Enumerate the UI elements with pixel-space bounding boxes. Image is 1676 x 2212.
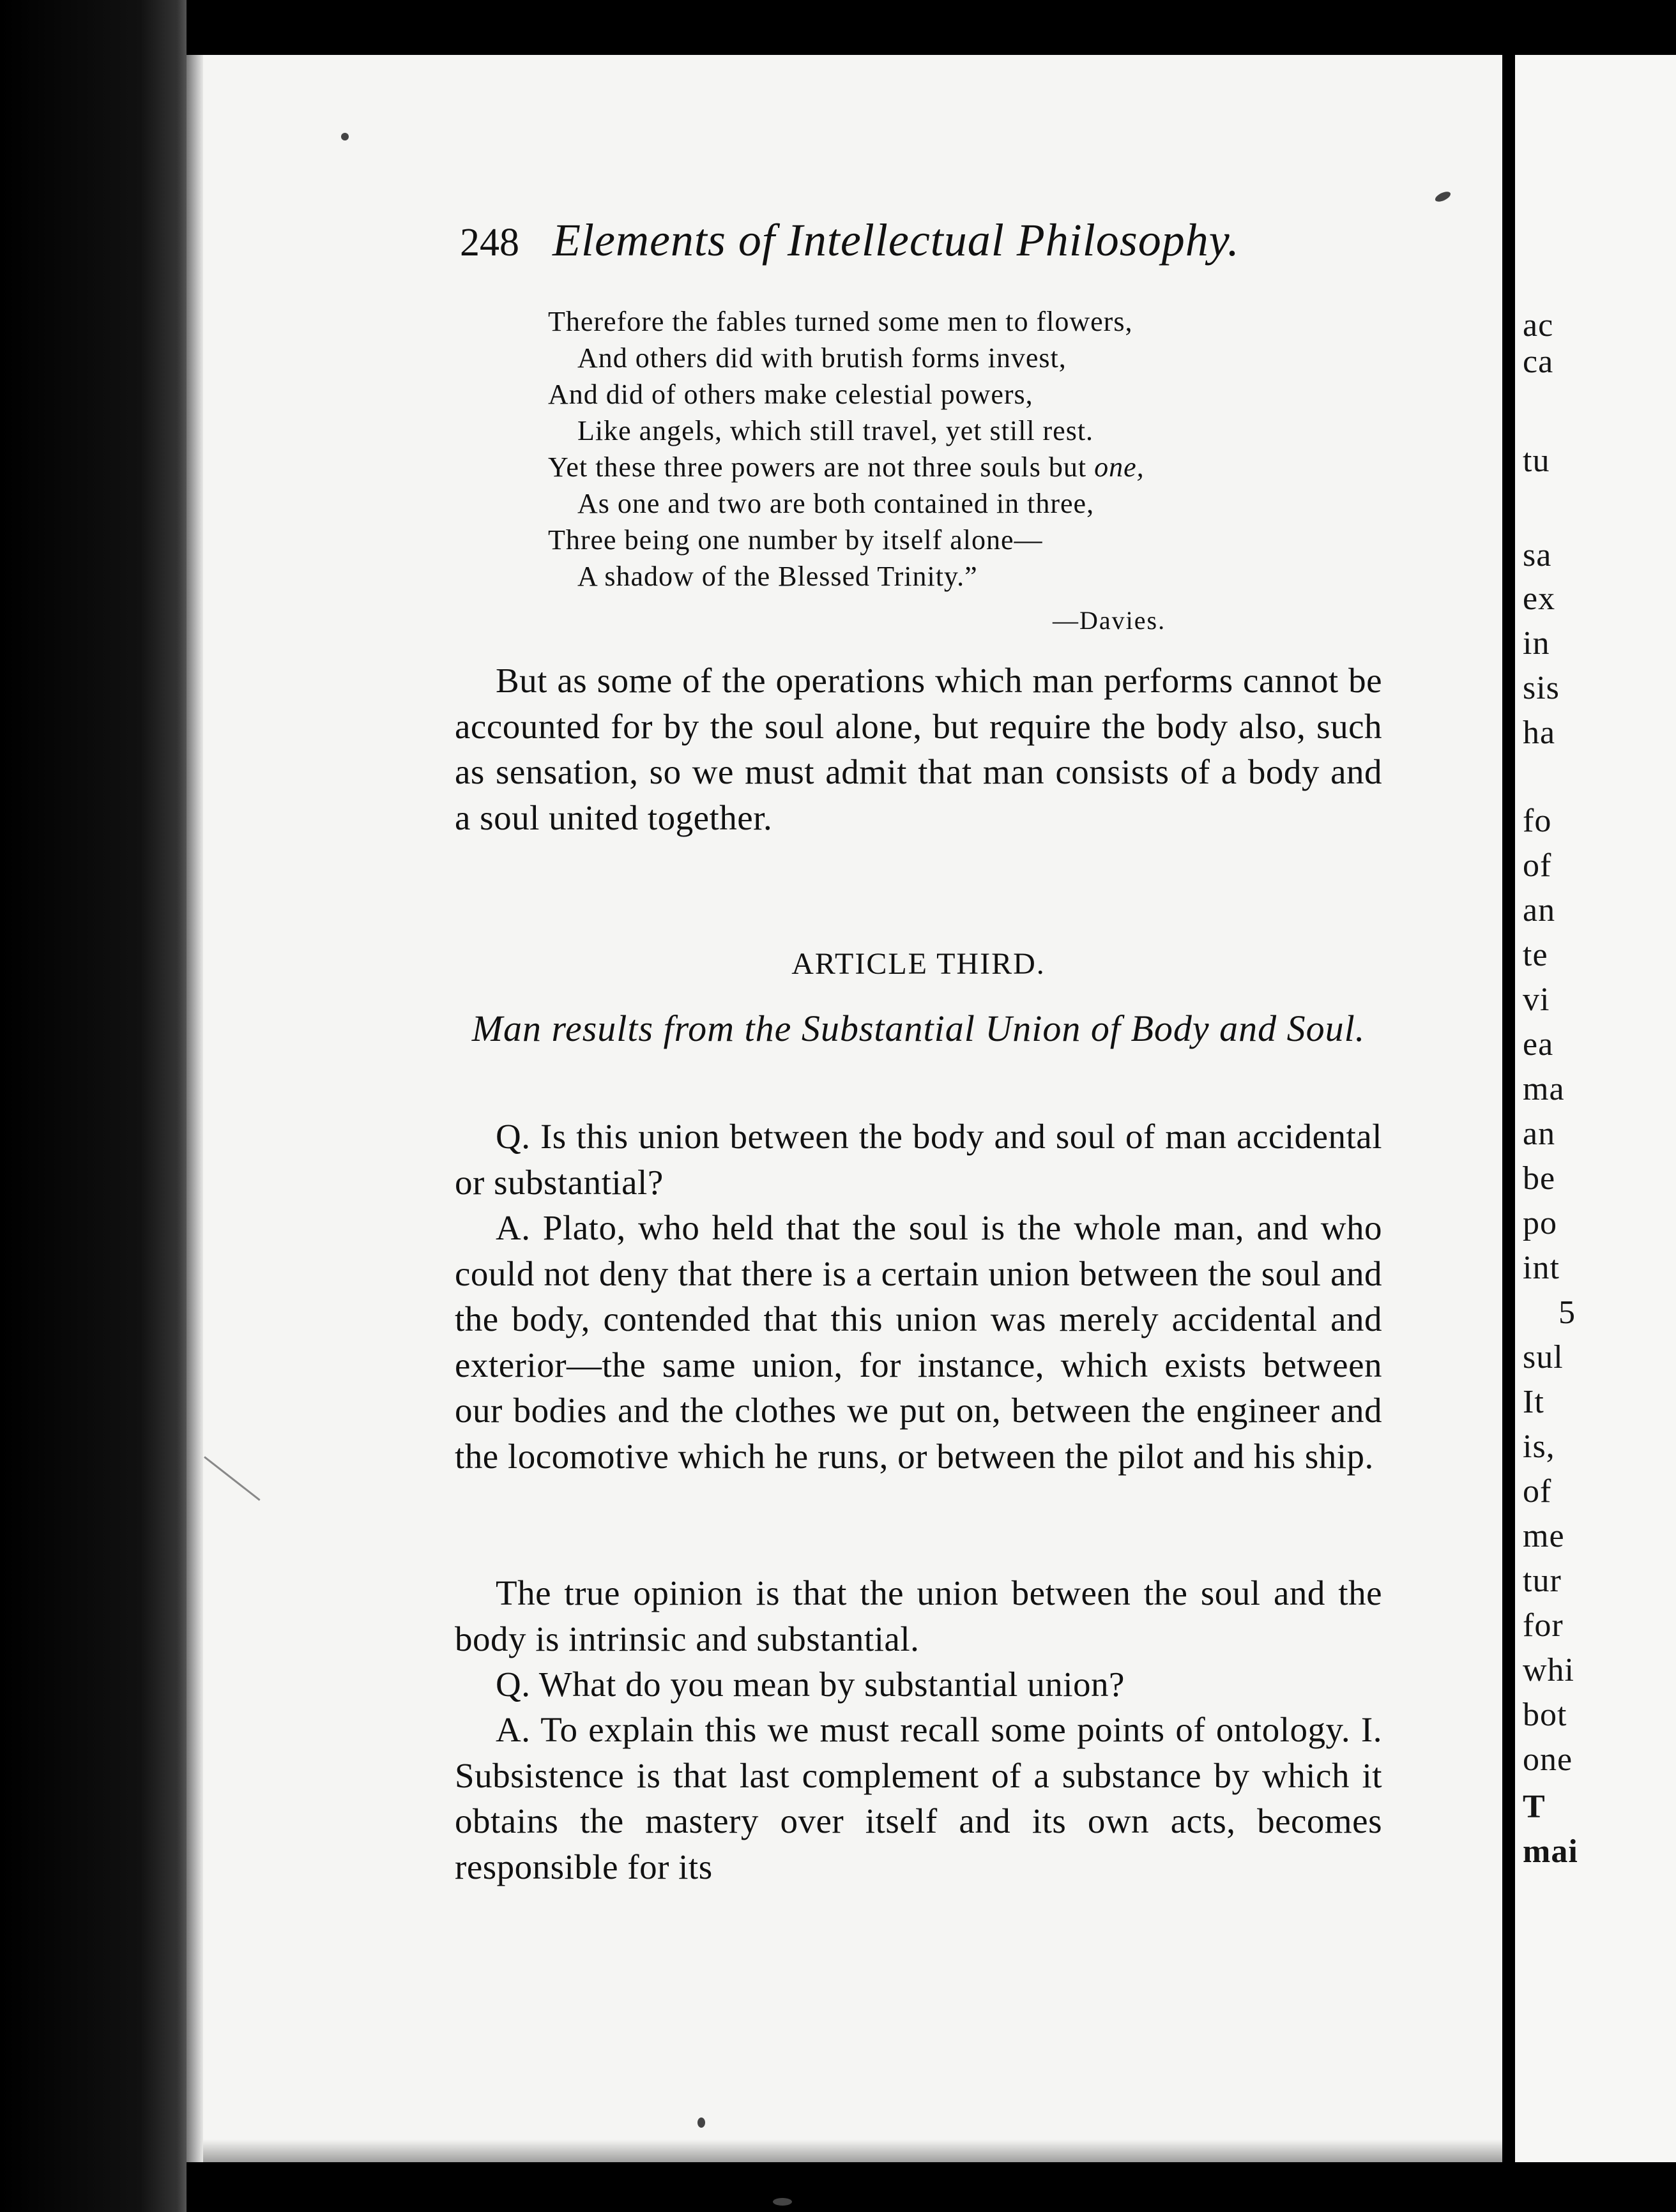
article-heading: ARTICLE THIRD. [791,947,1046,981]
question-paragraph [455,1662,1382,1708]
ink-speck [697,2117,705,2128]
adjacent-line: in [1523,625,1550,662]
paragraph-text: But as some of the operations which man performs cannot be accounted for by the soul alone, but require the body also, such as sensation, so we must admit that man consists of a body and a soul united together. [455,661,1382,837]
adjacent-line: sul [1523,1339,1564,1375]
adjacent-line: bot [1523,1697,1567,1733]
adjacent-line: tur [1523,1563,1562,1599]
ink-speck [341,133,349,140]
poem-quotation [548,303,1257,595]
poem-line: Three being one number by itself alone— [548,524,1043,556]
adjacent-line: It [1523,1384,1544,1420]
question-text: Q. What do you mean by substantial union? [496,1665,1125,1704]
adjacent-line: whi [1523,1652,1574,1688]
body-paragraph [455,658,1382,840]
question-text: Q. Is this union between the body and soul of man accidental or substantial? [455,1117,1382,1202]
poem-line: A shadow of the Blessed Trinity.” [577,561,978,592]
adjacent-line: is, [1523,1428,1555,1465]
adjacent-line: an [1523,892,1556,928]
adjacent-line: ma [1523,1071,1565,1107]
adjacent-line: sa [1523,537,1552,573]
adjacent-line: sis [1523,670,1560,706]
page-number: 248 [460,221,519,264]
adjacent-line: one [1523,1741,1573,1778]
adjacent-page-fragment [1515,55,1676,2162]
answer-text: A. To explain this we must recall some points of ontology. I. Subsistence is that last complement of a substance by which it obtains the mastery over itself and its own acts, becomes responsible for its [455,1710,1382,1886]
poem-line: Like angels, which still travel, yet still rest. [577,415,1094,446]
book-gutter-shadow [0,0,187,2212]
question-paragraph [455,1114,1382,1205]
answer-paragraph [455,1707,1382,1890]
poem-line: As one and two are both contained in three, [577,488,1095,519]
adjacent-line: po [1523,1205,1557,1241]
poem-line: And others did with brutish forms invest, [577,342,1067,374]
adjacent-line: me [1523,1518,1565,1554]
page-bottom-shadow [203,2139,1502,2162]
poem-line: Therefore the fables turned some men to flowers, [548,306,1133,337]
adjacent-line: tu [1523,443,1550,479]
adjacent-line: ex [1523,580,1556,617]
adjacent-line: 5 [1558,1294,1576,1331]
adjacent-line: ca [1523,344,1554,380]
paragraph-text: The true opinion is that the union between the soul and the body is intrinsic and substantial. [455,1573,1382,1658]
poem-attribution: —Davies. [1053,606,1166,635]
adjacent-line: int [1523,1250,1560,1286]
adjacent-line: for [1523,1607,1564,1644]
adjacent-line: an [1523,1116,1556,1152]
poem-italic-word: one, [1094,451,1145,483]
answer-paragraph [455,1205,1382,1479]
article-title: Man results from the Substantial Union of Body and Soul. [471,1008,1366,1049]
answer-text: A. Plato, who held that the soul is the whole man, and who could not deny that there is a certain union between the soul and the body, contended that this union was merely accidental and exterior—the same union, for instance, which exists between our bodies and the clothes we put on, between the engineer and the locomotive which he runs, or between the pilot and his ship. [455,1208,1382,1476]
adjacent-line: of [1523,1473,1552,1510]
poem-line [548,449,1257,485]
adjacent-line: ha [1523,715,1556,751]
adjacent-line: te [1523,937,1548,973]
adjacent-line: T [1523,1789,1546,1825]
adjacent-line: mai [1523,1833,1578,1870]
adjacent-line: fo [1523,803,1552,839]
running-head-title: Elements of Intellectual Philosophy. [552,215,1240,266]
adjacent-line: ac [1523,307,1554,344]
ink-speck [773,2198,792,2206]
poem-line: And did of others make celestial powers, [548,379,1033,410]
body-paragraph [455,1570,1382,1662]
running-head [460,215,1265,266]
page-binding-edge [187,55,203,2162]
adjacent-line: of [1523,847,1552,884]
poem-line-text: Yet these three powers are not three souls but [548,451,1095,483]
adjacent-line: vi [1523,981,1550,1018]
adjacent-line: be [1523,1160,1556,1197]
adjacent-line: ea [1523,1026,1554,1063]
